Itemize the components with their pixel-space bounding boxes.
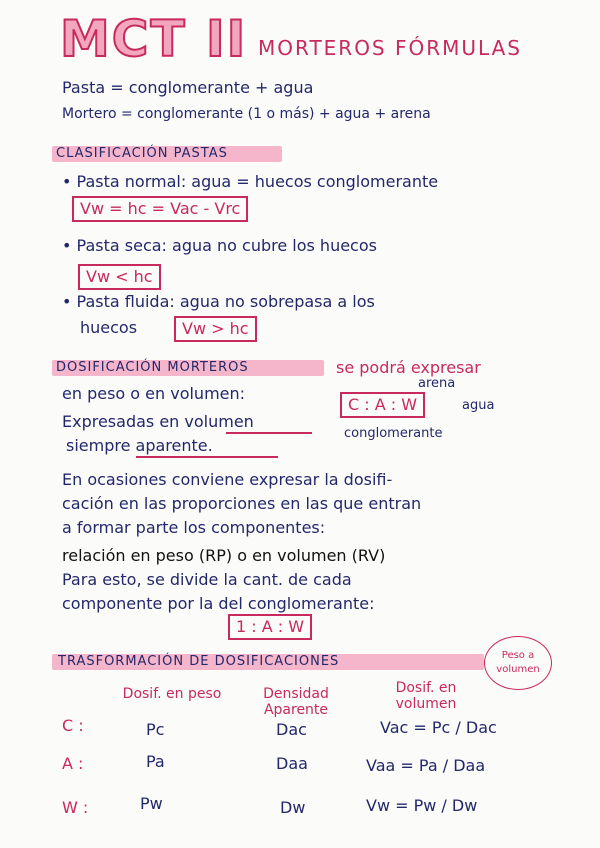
underline	[136, 456, 278, 458]
col-header-volumen: Dosif. en volumen	[395, 680, 457, 712]
peso-a-volumen-note: Peso a volumen	[484, 636, 552, 690]
row-label-a: A :	[62, 754, 84, 773]
dosificacion-line-1: se podrá expresar	[336, 358, 481, 377]
label-arena: arena	[418, 376, 456, 391]
cell-volumen-a: Vaa = Pa / Daa	[366, 756, 486, 775]
paragraph-line-5: Para esto, se divide la cant. de cada	[62, 570, 352, 589]
section-heading-dosificacion: DOSIFICACIÓN MORTEROS	[56, 360, 249, 375]
pasta-fluida-formula: Vw > hc	[174, 316, 257, 342]
paragraph-line-2: cación en las proporciones en las que entran	[62, 494, 422, 513]
pasta-normal-formula: Vw = hc = Vac - Vrc	[72, 196, 248, 222]
definition-mortero: Mortero = conglomerante (1 o más) + agua + arena	[62, 106, 431, 122]
section-heading-transformacion: TRASFORMACIÓN DE DOSIFICACIONES	[58, 654, 340, 669]
cell-volumen-w: Vw = Pw / Dw	[366, 796, 478, 815]
cell-peso-w: Pw	[140, 794, 163, 813]
col-header-peso: Dosif. en peso	[122, 686, 222, 702]
cell-densidad-w: Dw	[280, 798, 306, 817]
final-ratio-box: 1 : A : W	[228, 614, 312, 640]
page-title: MCT II	[60, 10, 248, 68]
cell-densidad-c: Dac	[276, 720, 307, 739]
pasta-normal-text: • Pasta normal: agua = huecos conglomerante	[62, 172, 439, 191]
cell-volumen-c: Vac = Pc / Dac	[380, 718, 497, 737]
dosificacion-line-3: Expresadas en volumen	[62, 412, 254, 431]
cell-densidad-a: Daa	[276, 754, 308, 773]
row-label-c: C :	[62, 716, 84, 735]
paragraph-line-3: a formar parte los componentes:	[62, 518, 326, 537]
paragraph-line-4: relación en peso (RP) o en volumen (RV)	[62, 546, 386, 565]
dosificacion-line-4: siempre aparente.	[66, 436, 213, 455]
pasta-seca-formula: Vw < hc	[78, 264, 161, 290]
dosificacion-line-2: en peso o en volumen:	[62, 384, 246, 403]
pasta-fluida-text-2: huecos	[80, 318, 138, 337]
row-label-w: W :	[62, 798, 89, 817]
definition-pasta: Pasta = conglomerante + agua	[62, 78, 314, 97]
page-subtitle: MORTEROS FÓRMULAS	[258, 36, 522, 60]
ratio-box: C : A : W	[340, 392, 425, 418]
paragraph-line-1: En ocasiones conviene expresar la dosifi-	[62, 470, 393, 489]
paragraph-line-6: componente por la del conglomerante:	[62, 594, 375, 613]
col-header-densidad: Densidad Aparente	[263, 686, 329, 718]
cell-peso-a: Pa	[146, 752, 165, 771]
cell-peso-c: Pc	[146, 720, 165, 739]
pasta-seca-text: • Pasta seca: agua no cubre los huecos	[62, 236, 377, 255]
label-conglomerante: conglomerante	[344, 426, 443, 441]
section-heading-clasificacion: CLASIFICACIÓN PASTAS	[56, 146, 228, 161]
pasta-fluida-text-1: • Pasta fluida: agua no sobrepasa a los	[62, 292, 375, 311]
underline	[226, 432, 312, 434]
label-agua: agua	[462, 398, 495, 413]
